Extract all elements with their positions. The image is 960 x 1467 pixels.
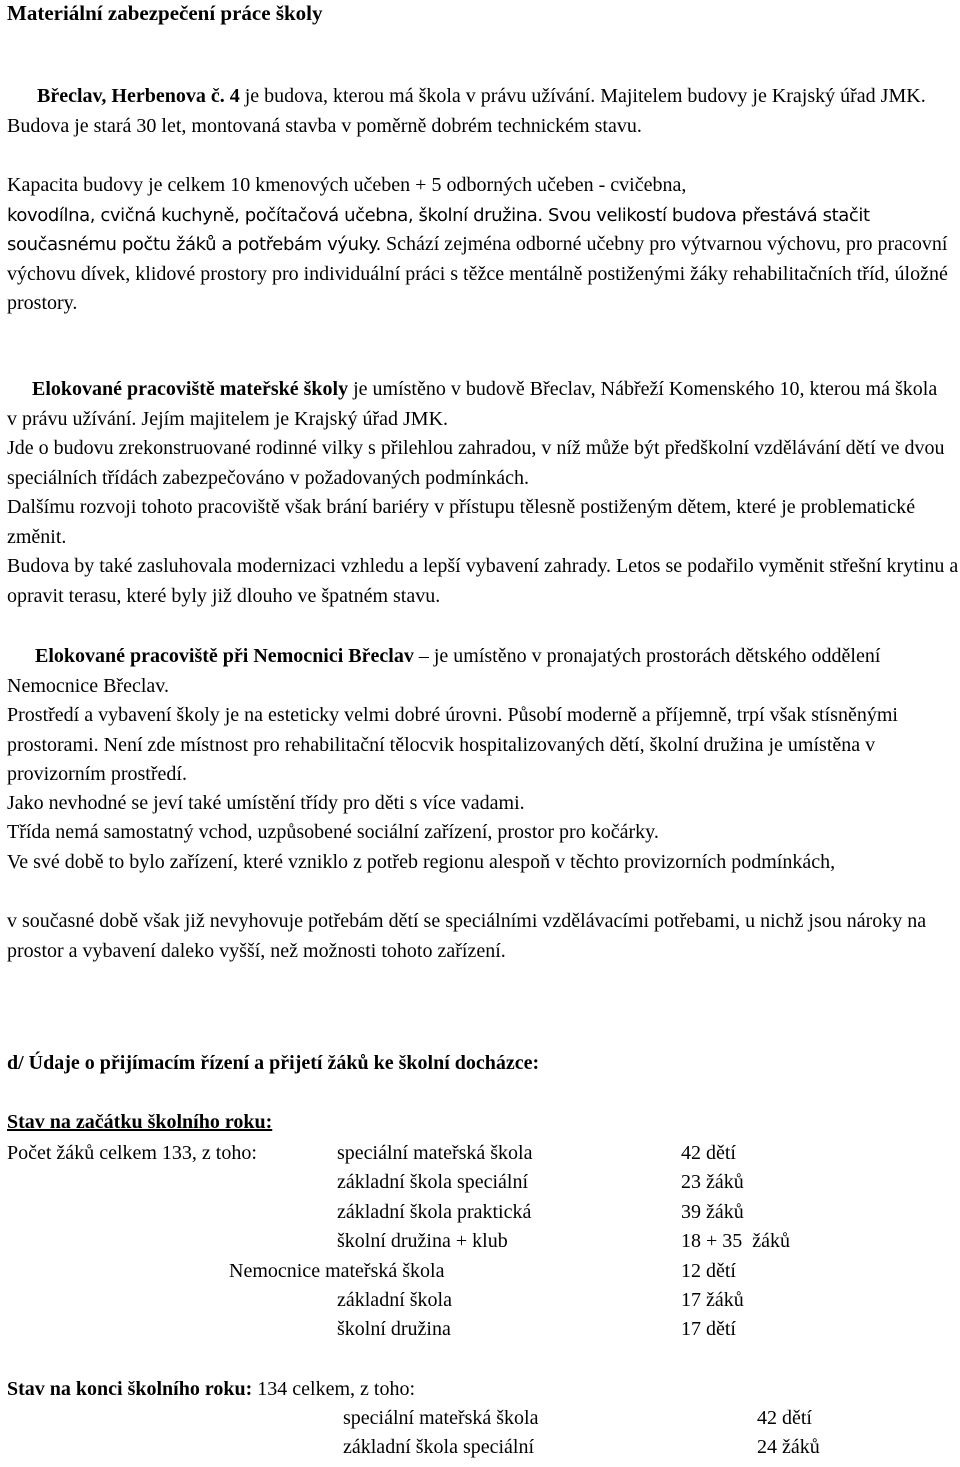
hosp-dash: –	[413, 645, 434, 667]
ms-modernization-text: Budova by také zasluhovala modernizaci vzhledu a lepší vybavení zahrady. Letos se podařilo vyměnit střešní krytinu a opravit terasu, které byly již dlouho ve špatném stavu.	[7, 555, 959, 607]
end-summary	[7, 1378, 415, 1401]
start-row-label: školní družina	[337, 1318, 451, 1340]
start-row-value: 42 dětí	[681, 1142, 736, 1164]
breclav-capacity-text: Kapacita budovy je celkem 10 kmenových učeben + 5 odborných učeben - cvičebna,	[7, 174, 687, 196]
page-heading: Materiální zabezpečení práce školy	[7, 1, 323, 25]
start-row-value: 39 žáků	[681, 1201, 744, 1223]
section-d-heading: d/ Údaje o přijímacím řízení a přijetí žáků ke školní docházce:	[7, 1052, 540, 1074]
hosp-history-text: Ve své době to bylo zařízení, které vzniklo z potřeb regionu alespoň v těchto provizorních podmínkách,	[7, 851, 836, 873]
breclav-paragraph	[7, 82, 947, 141]
ms-paragraph	[7, 375, 952, 434]
start-heading: Stav na začátku školního roku:	[7, 1111, 273, 1133]
start-row-value: 18 + 35 žáků	[681, 1230, 791, 1252]
hosp-current-text: v současné době však již nevyhovuje potřebám dětí se speciálními vzdělávacími potřebami, u nichž jsou nároky na prostor a vybavení daleko vyšší, než možnosti tohoto zařízení.	[7, 910, 927, 962]
start-row-label: základní škola praktická	[337, 1201, 532, 1223]
end-heading: Stav na konci školního roku:	[7, 1378, 253, 1400]
breclav-ownership-text: je budova, kterou má škola v právu užívání. Majitelem budovy je Krajský úřad JMK. Budova je stará 30 let, montovaná stavba v poměrně dobrém technickém stavu.	[7, 85, 926, 137]
hosp-environment-text: Prostředí a vybavení školy je na esteticky velmi dobré úrovni. Působí moderně a příjemně, trpí však stísněnými prostorami. Není zde místnost pro rehabilitační tělocvik hospitalizovaných dětí, školní družina je umístěna v provizorním prostředí.	[7, 704, 898, 785]
start-row-label: základní škola speciální	[337, 1171, 529, 1193]
start-row-label: Nemocnice mateřská škola	[229, 1260, 445, 1282]
end-row-value: 24 žáků	[757, 1436, 820, 1458]
breclav-capacity-paragraph	[7, 171, 957, 319]
end-intro: 134 celkem, z toho:	[252, 1378, 416, 1400]
ms-building-text: Jde o budovu zrekonstruované rodinné vilky s přilehlou zahradou, v níž může být předškolní vzdělávání dětí ve dvou speciálních třídách zabezpečováno v požadovaných podmínkách.	[7, 437, 945, 489]
hosp-paragraph	[7, 642, 952, 701]
start-row-label: základní škola	[337, 1289, 452, 1311]
hosp-location-text: je umístěno v pronajatých prostorách dětského oddělení Nemocnice Břeclav.	[7, 645, 881, 697]
start-row-label: školní družina + klub	[337, 1230, 508, 1252]
hosp-unsuitable-text: Jako nevhodné se jeví také umístění třídy pro děti s více vadami.	[7, 792, 525, 814]
end-row-label: speciální mateřská škola	[343, 1407, 539, 1429]
hosp-entrance-text: Třída nemá samostatný vchod, uzpůsobené sociální zařízení, prostor pro kočárky.	[7, 821, 659, 843]
breclav-needs-text: Schází zejména odborné učebny pro výtvarnou výchovu, pro pracovní výchovu dívek, klidové prostory pro individuální práci s těžce mentálně postiženými žáky rehabilitačních tříd, úložné prostory.	[7, 233, 948, 314]
start-row-value: 17 žáků	[681, 1289, 744, 1311]
start-intro: Počet žáků celkem 133, z toho:	[7, 1142, 257, 1164]
ms-workplace-name: Elokované pracoviště mateřské školy	[32, 378, 349, 400]
breclav-building-name: Břeclav, Herbenova č. 4	[37, 85, 240, 107]
start-row-value: 12 dětí	[681, 1260, 736, 1282]
ms-location-text: je umístěno v budově Břeclav, Nábřeží Komenského 10, kterou má škola v právu užívání. Jejím majitelem je Krajský úřad JMK.	[7, 378, 938, 430]
start-row-value: 23 žáků	[681, 1171, 744, 1193]
end-row-label: základní škola speciální	[343, 1436, 535, 1458]
hosp-workplace-name: Elokované pracoviště při Nemocnici Břeclav	[35, 645, 414, 667]
start-row-label: speciální mateřská škola	[337, 1142, 533, 1164]
start-row-value: 17 dětí	[681, 1318, 736, 1340]
ms-barriers-text: Dalšímu rozvoji tohoto pracoviště však brání bariéry v přístupu tělesně postiženým dětem, které je problematické změnit.	[7, 496, 916, 548]
end-row-value: 42 dětí	[757, 1407, 812, 1429]
breclav-capacity-detail: kovodílna, cvičná kuchyně, počítačová učebna, školní družina. Svou velikostí budova přestává stačit současnému počtu žáků a potřebám výuky.	[7, 204, 870, 255]
